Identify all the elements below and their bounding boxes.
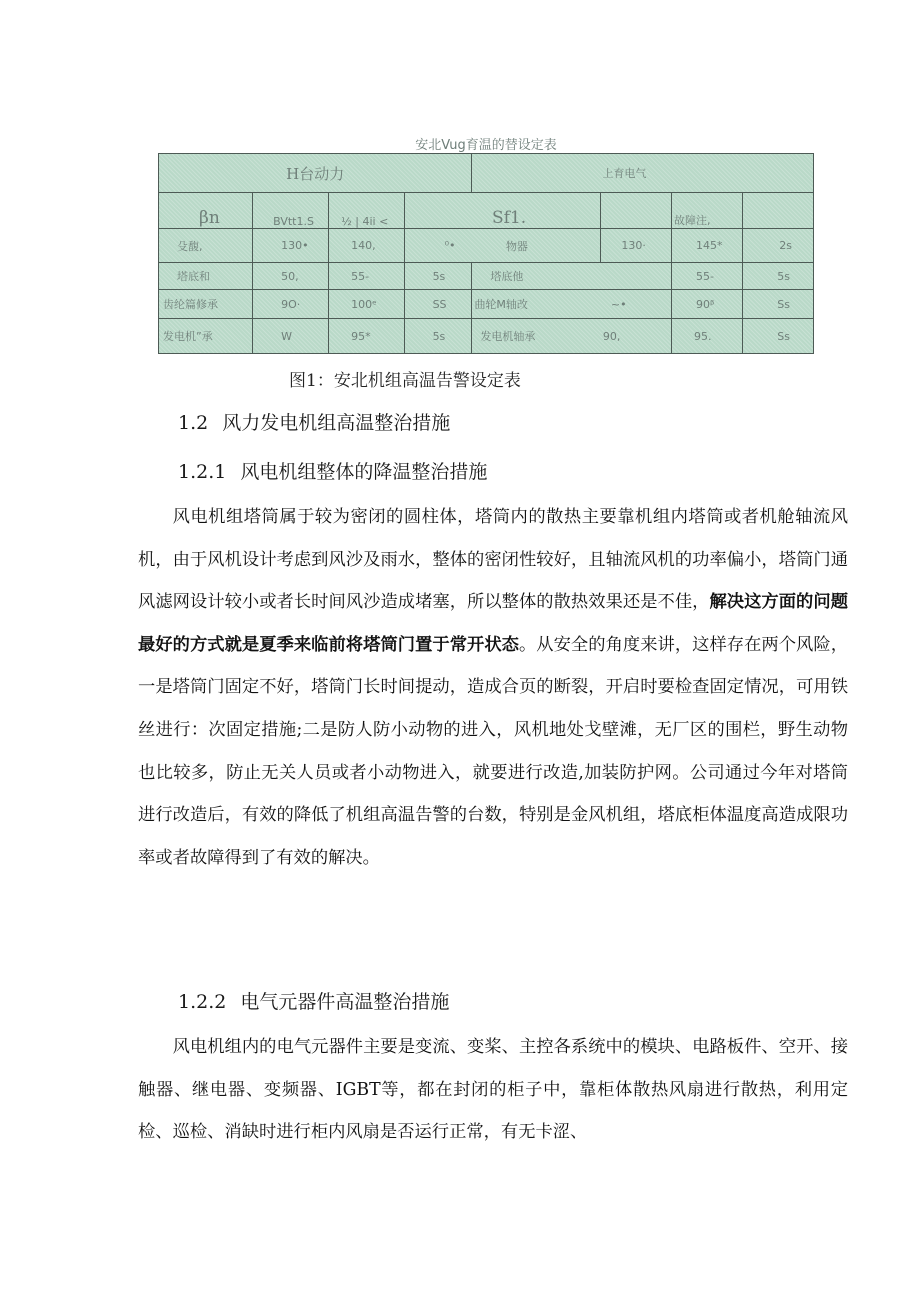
section-number: 1.2.2 [178, 991, 227, 1013]
paragraph-text: 。从安全的角度来讲，这样存在两个风险，一是塔筒门固定不好，塔筒门长时间提动，造成合页的断裂，开启时要检查固定情况，可用铁丝进行：次固定措施;二是防人防小动物的进入，风机地处戈壁滩，无厂区的围栏，野生动物也比较多，防止无关人员或者小动物进入，就要进行改造,加装防护网。公司通过今年对塔筒进行改造后，有效的降低了机组高温告警的台数，特别是金风机组，塔底柜体温度高造成限功率或者故障得到了有效的解决。 [138, 634, 848, 868]
section-title: 风电机组整体的降温整治措施 [240, 461, 488, 483]
body-paragraph-1 [138, 496, 848, 879]
table-row [159, 263, 814, 290]
cell: SS [432, 297, 447, 311]
cell: 145* [695, 239, 723, 252]
cell: 齿纶篇修承 [163, 298, 218, 311]
cell: 5s [777, 269, 790, 283]
section-number: 1.2 [178, 412, 209, 434]
cell: 物器 [505, 239, 528, 253]
cell: 95. [693, 329, 712, 343]
cell: 90, [602, 329, 621, 343]
cell: W [281, 329, 292, 343]
cell: 故障注, [673, 214, 711, 227]
table-header-row [159, 154, 814, 193]
cell: ⁰• [444, 239, 456, 252]
emphasized-text: 解决这方面的问题最好的方式就是夏季来临前将塔筒门置于常开状态 [138, 592, 848, 655]
section-number: 1.2.1 [178, 461, 227, 483]
section-heading-1-2-2 [178, 987, 449, 1014]
cell: Ss [777, 297, 790, 311]
cell: 9O· [281, 297, 301, 311]
cell: 殳馥, [177, 239, 203, 253]
table-title: 安北Vug育温的替设定表 [415, 138, 557, 153]
table-row [159, 229, 814, 263]
cell: 55- [351, 269, 370, 283]
cell: 塔底他 [490, 270, 524, 283]
header-left-cell [159, 154, 472, 193]
cell: 95* [351, 329, 371, 343]
header-right: 上育电气 [602, 167, 647, 180]
cell: 90ᵝ [695, 297, 715, 311]
cell: 塔底和 [177, 270, 210, 283]
cell: 5s [432, 329, 446, 343]
body-paragraph-2: 风电机组内的电气元器件主要是变流、变桨、主控各系统中的模块、电路板件、空开、接触器、继电器、变频器、IGBT等，都在封闭的柜子中，靠柜体散热风扇进行散热，利用定检、巡检、消缺时进行柜内风扇是否运行正常，有无卡涩、 [138, 1037, 848, 1143]
cell: βn [199, 208, 220, 228]
section-heading-1-2 [178, 408, 450, 435]
section-heading-1-2-1 [178, 457, 487, 484]
cell: 发电机轴承 [480, 330, 536, 343]
figure-caption: 图1：安北机组高温告警设定表 [289, 371, 521, 391]
cell: ½ | 4ii < [341, 215, 389, 228]
table-row [159, 319, 814, 354]
cell: Ss [777, 329, 790, 343]
header-right-cell [472, 154, 814, 193]
paragraph-text: 风电机组塔筒属于较为密闭的圆柱体，塔筒内的散热主要靠机组内塔筒或者机舱轴流风机，由于风机设计考虑到风沙及雨水，整体的密闭性较好，且轴流风机的功率偏小，塔筒门通风滤网设计较小或者长时间风沙造成堵塞，所以整体的散热效果还是不佳， [138, 507, 848, 613]
cell: 5s [432, 269, 446, 283]
table-row [159, 193, 814, 229]
cell: 130• [281, 239, 309, 252]
cell: Sf1. [491, 208, 527, 228]
cell: 100ᵉ [351, 297, 377, 311]
cell: 2s [779, 239, 792, 252]
header-left: H台动力 [286, 164, 345, 183]
section-title: 风力发电机组高温整治措施 [222, 412, 451, 434]
cell: 55- [695, 269, 714, 283]
cell: 曲轮M轴改 [474, 298, 528, 311]
cell: 130· [621, 239, 646, 252]
cell: ~• [610, 297, 627, 311]
section-title: 电气元器件高温整治措施 [240, 991, 450, 1013]
cell: 发电机”承 [163, 330, 213, 343]
cell: 50, [281, 269, 299, 283]
cell: 140, [351, 239, 376, 252]
cell: BVtt1.S [273, 215, 314, 228]
alarm-settings-table [158, 153, 814, 354]
table-row [159, 290, 814, 319]
